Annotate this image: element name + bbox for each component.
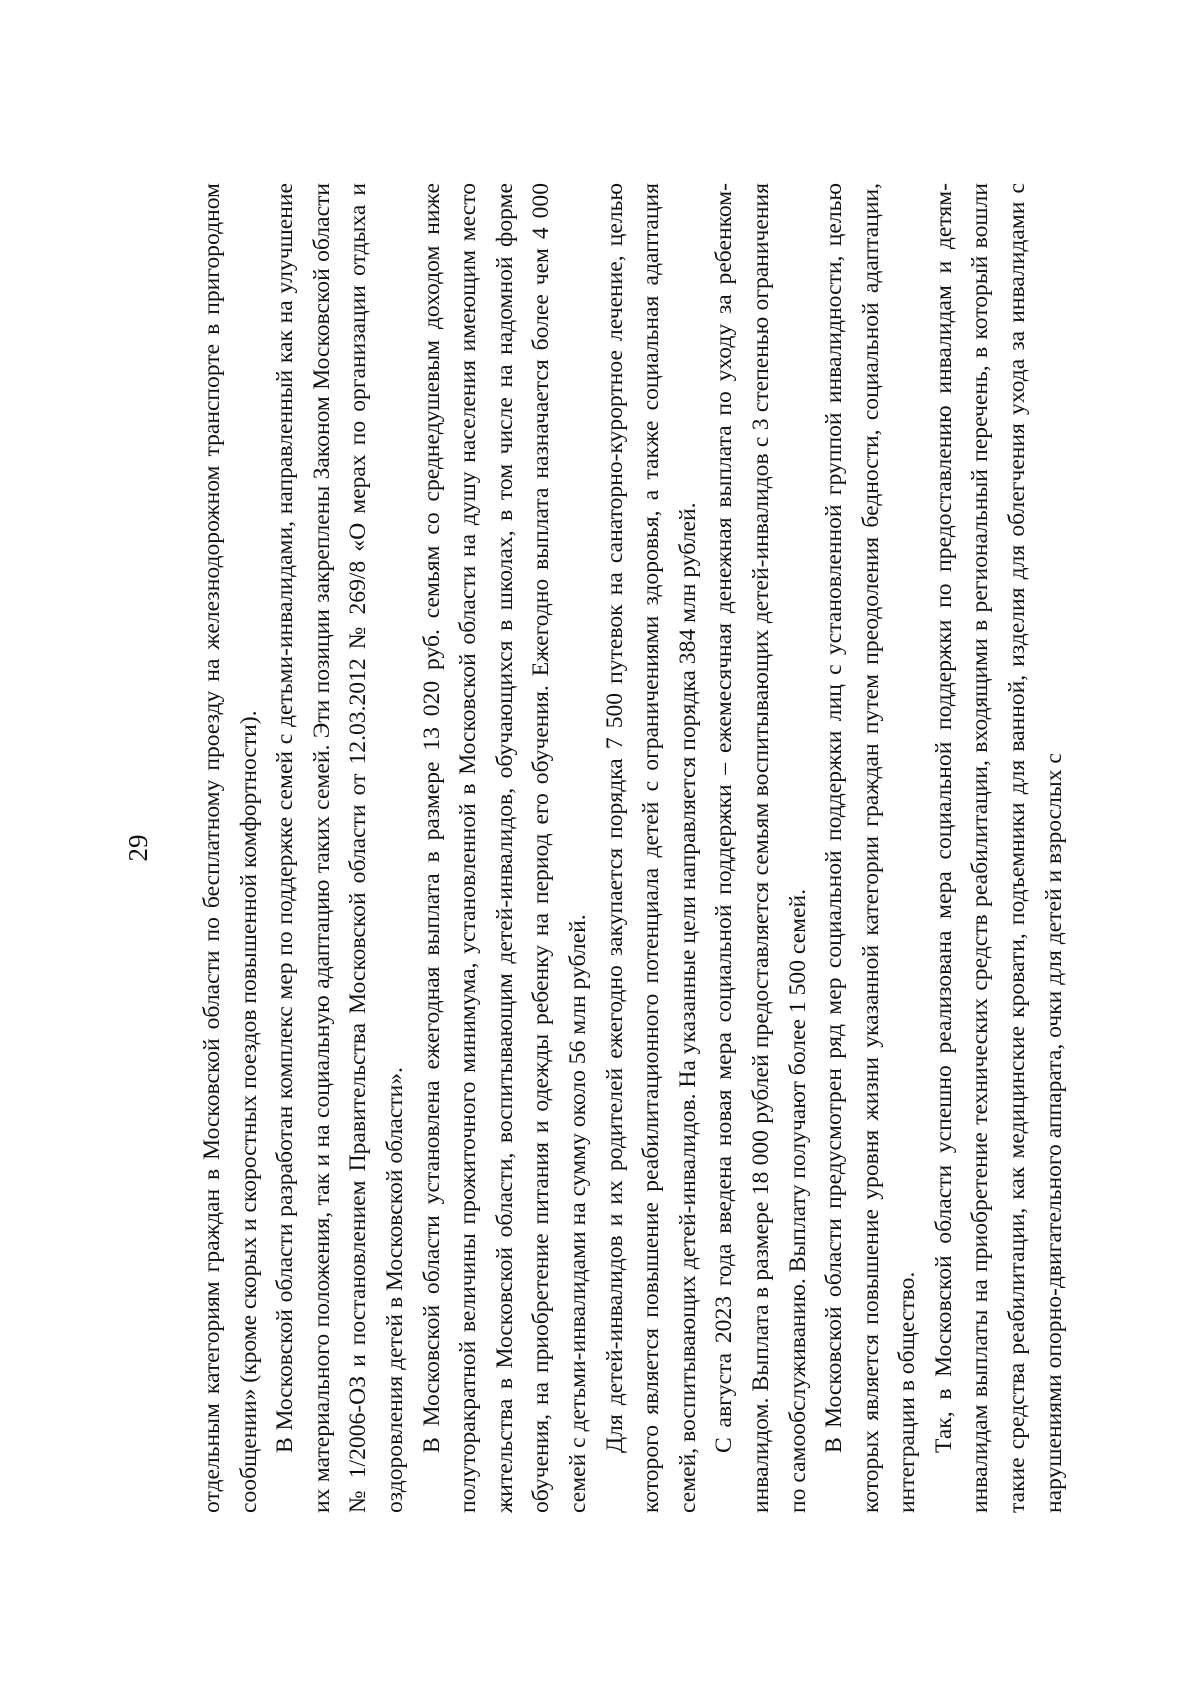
- paragraph: В Московской области предусмотрен ряд мер социальной поддержки лиц с установленной группой инвалидности, целью которых является повышение уровня жизни указанной категории граждан путем преодоления бедности, социальной адаптации, интеграции в общество.: [821, 183, 921, 1513]
- body-text: [194, 183, 1072, 1513]
- paragraph: В Московской области установлена ежегодная выплата в размере 13 020 руб. семьям со среднедушевым доходом ниже полуторакратной величины прожиточного минимума, установленной в Московской области на душу населения имеющим место жительства в Московской области, воспитывающим детей-инвалидов, обучающихся в школах, в том числе на надомной форме обучения, на приобретение питания и одежды ребенку на период его обучения. Ежегодно выплата назначается более чем 4 000 семей с детьми-инвалидами на сумму около 56 млн рублей.: [418, 183, 591, 1513]
- paragraph: Так, в Московской области успешно реализована мера социальной поддержки по предоставлению инвалидам и детям-инвалидам выплаты на приобретение технических средств реабилитации, входящими в региональный перечень, в который вошли такие средства реабилитации, как медицинские кровати, подъемники для ванной, изделия для облегчения ухода за инвалидами с нарушениями опорно-двигательного аппарата, очки для детей и взрослых с: [930, 183, 1067, 1513]
- paragraph: С августа 2023 года введена новая мера социальной поддержки – ежемесячная денежная выплата по уходу за ребенком-инвалидом. Выплата в размере 18 000 рублей предоставляется семьям воспитывающих детей-инвалидов с 3 степенью ограничения по самообслуживанию. Выплату получают более 1 500 семей.: [711, 183, 811, 1513]
- page-number: 29: [123, 834, 153, 862]
- paragraph: Для детей-инвалидов и их родителей ежегодно закупается порядка 7 500 путевок на санаторно-курортное лечение, целью которого является повышение реабилитационного потенциала детей с ограничениями здоровья, а также социальная адаптация семей, воспитывающих детей-инвалидов. На указанные цели направляется порядка 384 млн рублей.: [601, 183, 701, 1513]
- rotated-text-block: [120, 183, 1080, 1513]
- paragraph: В Московской области разработан комплекс мер по поддержке семей с детьми-инвалидами, направленный как на улучшение их материального положения, так и на социальную адаптацию таких семей. Эти позиции закреплены Законом Московской области № 1/2006-ОЗ и постановлением Правительства Московской области от 12.03.2012 № 269/8 «О мерах по организации отдыха и оздоровления детей в Московской области».: [272, 183, 408, 1513]
- paragraph: отдельным категориям граждан в Московской области по бесплатному проезду на железнодорожном транспорте в пригородном сообщении» (кроме скорых и скоростных поездов повышенной комфортности).: [199, 183, 262, 1513]
